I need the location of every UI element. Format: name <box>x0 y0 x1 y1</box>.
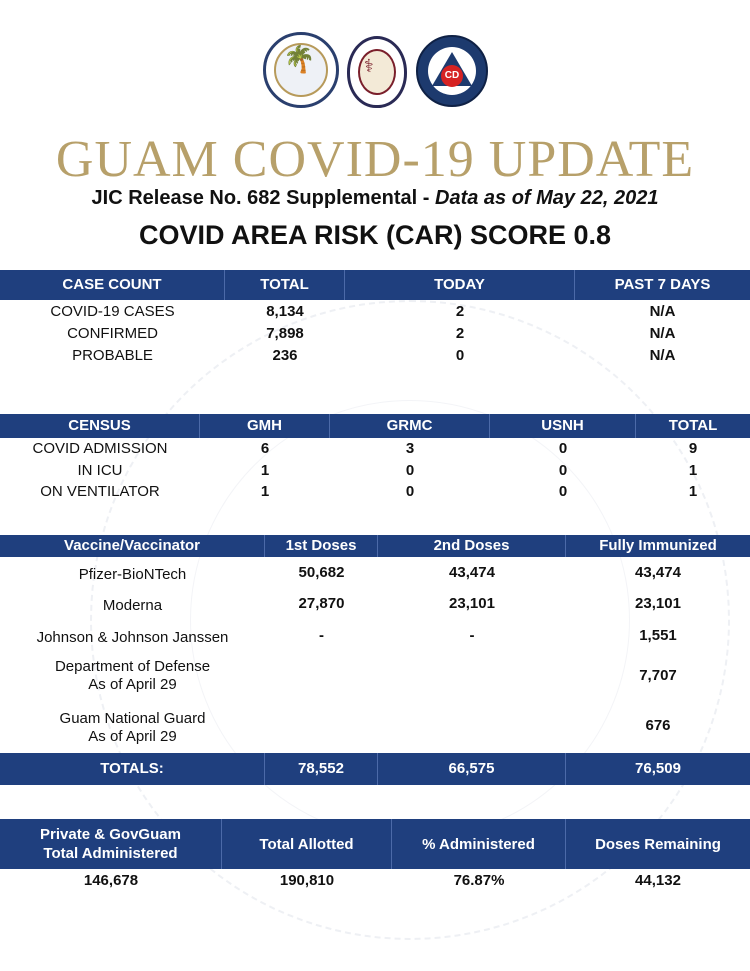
governor-seal-logo: 🌴 <box>263 32 339 108</box>
today-value: 0 <box>455 347 465 364</box>
vaccinator-note: As of April 29 <box>88 728 177 745</box>
header-line-2: Total Administered <box>43 845 178 862</box>
second-doses-value: 43,474 <box>449 564 495 581</box>
fully-immunized-value: 676 <box>645 717 671 734</box>
row-label: CONFIRMED <box>67 325 158 342</box>
row-label: PROBABLE <box>72 347 153 364</box>
gmh-value: 6 <box>260 440 270 457</box>
vaccinator-label <box>0 710 265 746</box>
second-doses-value: 23,101 <box>449 595 495 612</box>
second-doses-total: 66,575 <box>378 753 566 785</box>
table-row <box>0 301 750 323</box>
first-doses-value: 27,870 <box>298 595 345 612</box>
grmc-value: 0 <box>405 462 415 479</box>
release-number: JIC Release No. 682 Supplemental - <box>91 187 435 209</box>
fully-immunized-value: 1,551 <box>639 627 677 644</box>
vaccinator-col-header: Vaccine/Vaccinator <box>0 535 265 557</box>
table-row <box>0 323 750 345</box>
grmc-value: 0 <box>405 483 415 500</box>
census-header <box>0 414 750 438</box>
census-total-value: 1 <box>688 483 698 500</box>
census-total-col-header: TOTAL <box>668 417 718 434</box>
fully-immunized-value: 23,101 <box>635 595 681 612</box>
totals-label: TOTALS: <box>0 753 265 785</box>
second-doses-col-header: 2nd Doses <box>378 535 566 557</box>
vaccinator-label: Johnson & Johnson Janssen <box>36 629 229 646</box>
table-row <box>0 870 750 892</box>
fully-immunized-value: 7,707 <box>639 667 677 684</box>
administered-header <box>0 819 750 869</box>
census-col-header: CENSUS <box>0 414 200 438</box>
row-label: ON VENTILATOR <box>40 483 160 500</box>
past-7-days-value: N/A <box>649 303 676 320</box>
percent-administered-col-header: % Administered <box>392 819 566 869</box>
second-doses-value: - <box>469 627 475 644</box>
past-7-days-value: N/A <box>649 325 676 342</box>
today-value: 2 <box>455 303 465 320</box>
vaccinator-name: Guam National Guard <box>59 710 206 727</box>
logo-row <box>0 32 750 112</box>
public-health-seal-logo: ⚕ <box>347 36 407 108</box>
gmh-value: 1 <box>260 483 270 500</box>
page-title: GUAM COVID-19 UPDATE <box>55 131 695 188</box>
total-administered-col-header <box>0 819 222 869</box>
first-doses-col-header: 1st Doses <box>265 535 378 557</box>
first-doses-value: - <box>319 627 324 644</box>
data-date: Data as of May 22, 2021 <box>435 187 659 209</box>
row-label: IN ICU <box>77 462 123 479</box>
vaccinator-label <box>0 658 265 694</box>
grmc-value: 3 <box>405 440 415 457</box>
usnh-value: 0 <box>558 440 568 457</box>
header-line-1: Private & GovGuam <box>40 826 181 843</box>
gmh-value: 1 <box>260 462 270 479</box>
vaccinator-name: Department of Defense <box>54 658 211 675</box>
vaccinator-label: Moderna <box>102 597 163 614</box>
total-allotted-col-header: Total Allotted <box>222 819 392 869</box>
table-row <box>0 658 750 696</box>
usnh-col-header: USNH <box>490 414 636 438</box>
table-row <box>0 460 750 481</box>
table-row <box>0 562 750 584</box>
grmc-col-header: GRMC <box>330 414 490 438</box>
totals-row <box>0 753 750 785</box>
past-7-days-col-header: PAST 7 DAYS <box>614 276 711 293</box>
first-doses-total: 78,552 <box>265 753 378 785</box>
census-total-value: 1 <box>688 462 698 479</box>
past-7-days-value: N/A <box>649 347 676 364</box>
release-subtitle <box>0 185 750 211</box>
table-row <box>0 710 750 748</box>
today-value: 2 <box>455 325 465 342</box>
total-value: 236 <box>272 347 298 364</box>
table-row <box>0 625 750 647</box>
table-row <box>0 438 750 459</box>
usnh-value: 0 <box>558 462 568 479</box>
first-doses-value: 50,682 <box>298 564 345 581</box>
vaccinator-note: As of April 29 <box>88 676 177 693</box>
total-value: 8,134 <box>266 303 304 320</box>
percent-administered-value: 76.87% <box>453 872 505 889</box>
gmh-col-header: GMH <box>200 414 330 438</box>
vaccinator-label: Pfizer-BioNTech <box>78 566 187 583</box>
total-col-header: TOTAL <box>225 270 345 300</box>
fully-immunized-col-header: Fully Immunized <box>599 537 717 554</box>
table-row <box>0 481 750 502</box>
row-label: COVID ADMISSION <box>32 440 168 457</box>
total-allotted-value: 190,810 <box>279 872 335 889</box>
doses-remaining-col-header: Doses Remaining <box>595 835 721 853</box>
row-label: COVID-19 CASES <box>50 303 175 320</box>
car-score: COVID AREA RISK (CAR) SCORE 0.8 <box>138 220 612 250</box>
total-value: 7,898 <box>266 325 304 342</box>
total-administered-value: 146,678 <box>83 872 139 889</box>
civil-defense-seal-logo: CD <box>416 35 488 107</box>
case-count-header <box>0 270 750 300</box>
fully-immunized-total: 76,509 <box>635 760 681 777</box>
table-row <box>0 593 750 615</box>
census-total-value: 9 <box>688 440 698 457</box>
doses-remaining-value: 44,132 <box>635 872 681 889</box>
fully-immunized-value: 43,474 <box>635 564 681 581</box>
usnh-value: 0 <box>558 483 568 500</box>
vaccine-header <box>0 535 750 557</box>
today-col-header: TODAY <box>345 270 575 300</box>
table-row <box>0 345 750 367</box>
case-count-col-header: CASE COUNT <box>0 270 225 300</box>
